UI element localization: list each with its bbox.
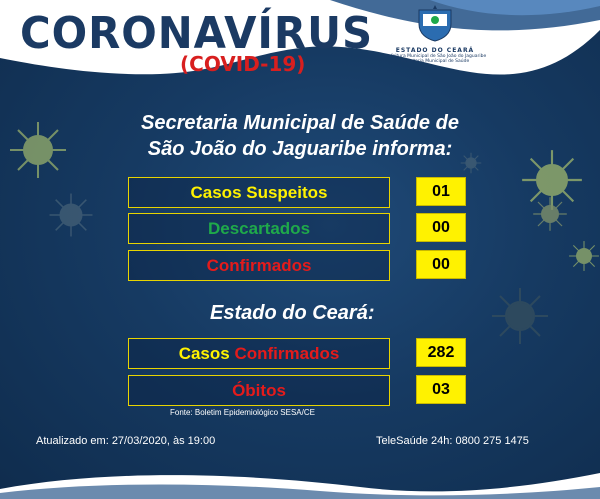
- page-subtitle: (COVID-19): [180, 52, 306, 76]
- row-value: 03: [416, 375, 466, 404]
- row-state-casos-confirmados: [128, 338, 390, 369]
- coronavirus-icon: [532, 196, 568, 232]
- row-label: Descartados: [207, 219, 311, 238]
- intro-line-1: Secretaria Municipal de Saúde de: [141, 112, 459, 134]
- source-note: Fonte: Boletim Epidemiológico SESA/CE: [170, 408, 315, 417]
- seal-title: ESTADO DO CEARÁ: [395, 47, 475, 54]
- coronavirus-icon: [490, 286, 550, 346]
- updated-timestamp: Atualizado em: 27/03/2020, às 19:00: [36, 435, 216, 447]
- row-descartados: [128, 213, 390, 244]
- row-value: 282: [416, 338, 466, 367]
- row-label-part-b: Confirmados: [234, 344, 340, 363]
- row-confirmados: [128, 250, 390, 281]
- municipal-seal-icon: [415, 4, 455, 42]
- coronavirus-icon: [48, 192, 94, 238]
- telesaude-hotline: TeleSaúde 24h: 0800 275 1475: [376, 435, 529, 447]
- row-casos-suspeitos: [128, 177, 390, 208]
- bottom-wave-decoration: [0, 459, 600, 499]
- state-heading: Estado do Ceará:: [210, 302, 375, 324]
- row-value: 01: [416, 177, 466, 206]
- page-title: CORONAVÍRUS: [20, 8, 374, 59]
- intro-line-2: São João do Jaguaribe informa:: [147, 138, 453, 160]
- seal-line-2: Secretaria Municipal de Saúde: [400, 58, 470, 64]
- row-label-part-a: Casos: [178, 344, 230, 363]
- row-label: Óbitos: [232, 381, 286, 400]
- coronavirus-icon: [568, 240, 600, 272]
- row-value: 00: [416, 250, 466, 279]
- row-label: Casos Suspeitos: [190, 183, 328, 202]
- row-state-obitos: [128, 375, 390, 406]
- row-label: Confirmados: [206, 256, 312, 275]
- seal-line-1: Prefeitura Municipal de São João do Jaguaribe: [383, 53, 487, 59]
- row-value: 00: [416, 213, 466, 242]
- municipal-seal: [380, 4, 490, 74]
